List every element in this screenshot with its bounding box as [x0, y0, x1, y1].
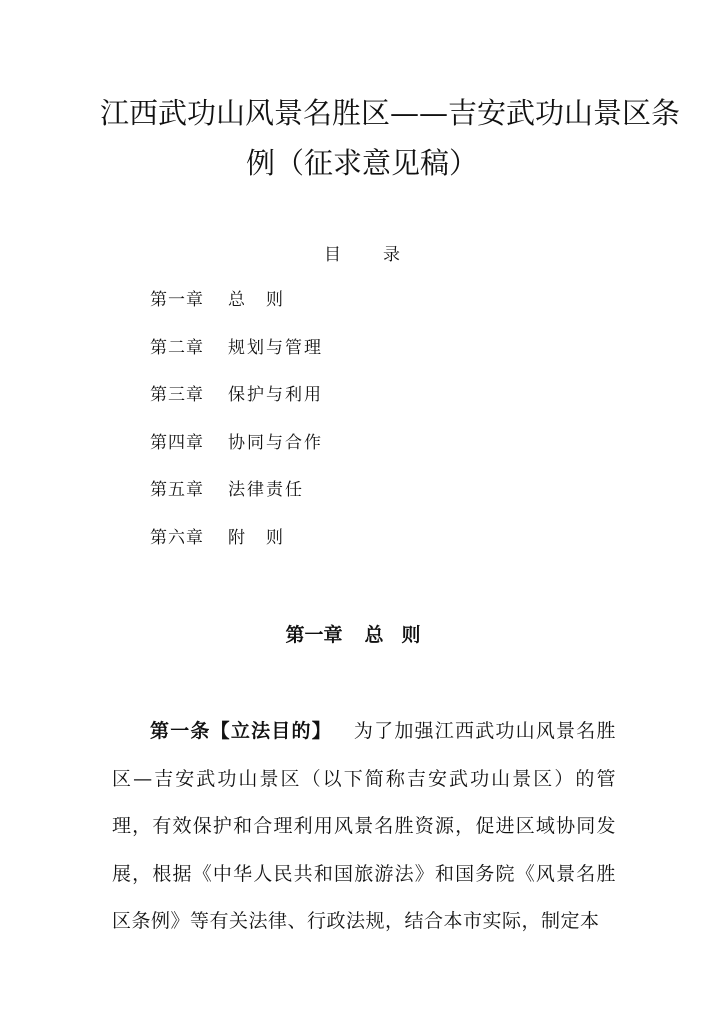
toc-item — [150, 333, 323, 381]
document-title-line-2: 例（征求意见稿） — [245, 146, 478, 180]
toc-heading: 目录 — [324, 245, 442, 265]
toc-chapter-name: 法律责任 — [228, 480, 304, 500]
article-label: 第一条【立法目的】 — [150, 720, 332, 742]
article-text: 为了加强江西武功山风景名胜区—吉安武功山景区（以下简称吉安武功山景区）的管理，有效保护和合理利用风景名胜资源，促进区域协同发展，根据《中华人民共和国旅游法》和国务院《风景名胜区条例》等有关法律、行政法规，结合本市实际，制定本 — [112, 720, 616, 932]
toc-chapter-number: 第一章 — [150, 290, 204, 310]
toc-item — [150, 380, 323, 428]
toc-chapter-name: 总 则 — [228, 290, 285, 310]
toc-chapter-number: 第六章 — [150, 527, 204, 548]
toc-chapter-number: 第四章 — [150, 432, 204, 453]
toc-chapter-number: 第三章 — [150, 385, 204, 405]
toc-item — [150, 428, 323, 476]
toc-item — [150, 523, 323, 571]
article-paragraph — [112, 708, 616, 946]
toc-chapter-name: 附 则 — [228, 527, 285, 548]
toc-chapter-number: 第二章 — [150, 337, 204, 358]
toc-chapter-name: 协同与合作 — [228, 432, 323, 453]
document-title-line-1: 江西武功山风景名胜区——吉安武功山景区条 — [100, 96, 681, 130]
toc-chapter-name: 规划与管理 — [228, 337, 323, 358]
table-of-contents — [150, 285, 323, 570]
document-title — [100, 88, 681, 188]
toc-item — [150, 285, 323, 333]
chapter-heading — [0, 620, 724, 647]
chapter-name: 总则 — [364, 624, 439, 646]
chapter-number: 第一章 — [285, 624, 343, 646]
toc-item — [150, 475, 323, 523]
toc-chapter-name: 保护与利用 — [228, 385, 323, 405]
toc-chapter-number: 第五章 — [150, 480, 204, 500]
